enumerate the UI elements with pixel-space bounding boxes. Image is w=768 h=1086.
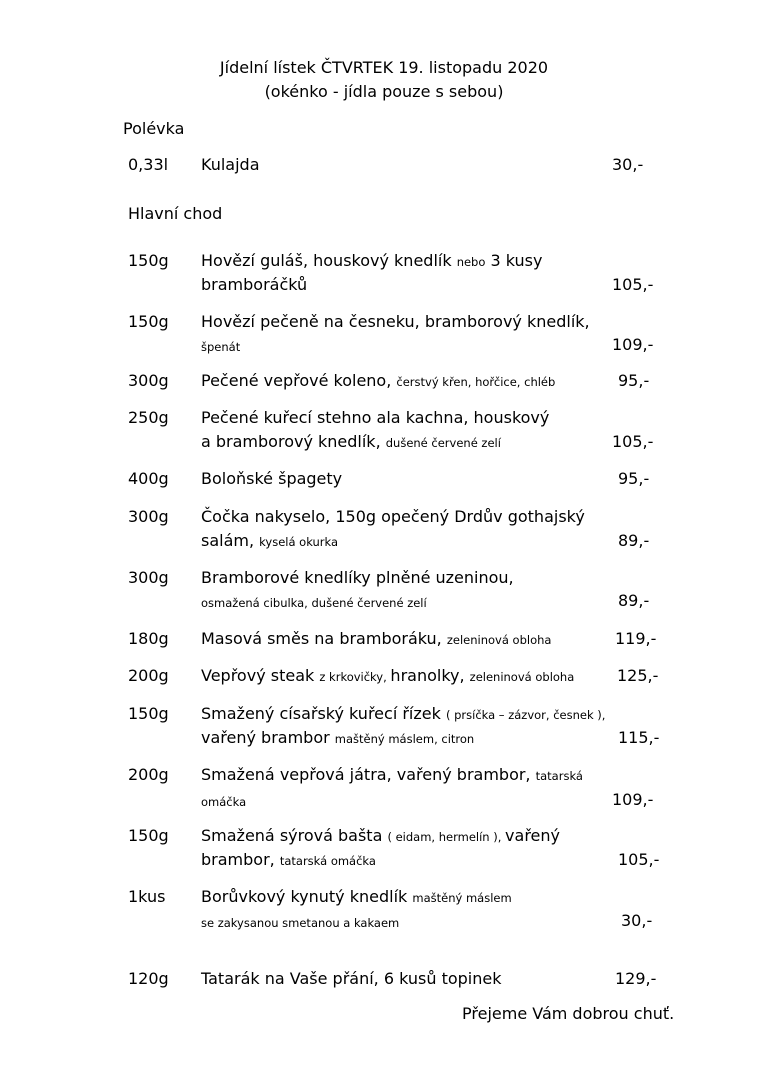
- item-price: 89,-: [618, 591, 650, 610]
- item-name-line2: špenát: [201, 340, 241, 354]
- item-qty: 1kus: [128, 887, 166, 906]
- section-heading-main: Hlavní chod: [128, 204, 223, 223]
- item-qty: 300g: [128, 371, 169, 390]
- item-name-line1: Smažený císařský kuřecí řízek ( prsíčka – zázvor, česnek ),: [201, 704, 606, 723]
- item-qty: 200g: [128, 666, 169, 685]
- menu-title: Jídelní lístek ČTVRTEK 19. listopadu 2020: [219, 58, 549, 77]
- item-price: 125,-: [617, 666, 659, 685]
- item-name-line2: vařený brambor maštěný máslem, citron: [201, 728, 475, 747]
- item-name-line1: Hovězí pečeně na česneku, bramborový knedlík,: [201, 312, 590, 331]
- item-price: 95,-: [618, 371, 650, 390]
- item-name-line1: Bramborové knedlíky plněné uzeninou,: [201, 568, 514, 587]
- item-name-line2: osmažená cibulka, dušené červené zelí: [201, 596, 427, 610]
- soup-name: Kulajda: [201, 155, 260, 174]
- item-price: 105,-: [612, 432, 654, 451]
- section-heading-soup: Polévka: [123, 119, 185, 138]
- item-name-line2: bramboráčků: [201, 275, 308, 294]
- item-qty: 150g: [128, 251, 169, 270]
- item-qty: 300g: [128, 568, 169, 587]
- item-price: 109,-: [612, 335, 654, 354]
- item-name-line1: Pečené vepřové koleno, čerstvý křen, hořčice, chléb: [201, 371, 556, 390]
- item-price: 30,-: [621, 911, 653, 930]
- item-name-line2: se zakysanou smetanou a kakaem: [201, 916, 400, 930]
- item-qty: 250g: [128, 408, 169, 427]
- item-price: 129,-: [615, 969, 657, 988]
- item-qty: 120g: [128, 969, 169, 988]
- item-qty: 150g: [128, 826, 169, 845]
- soup-price: 30,-: [612, 155, 644, 174]
- item-qty: 150g: [128, 312, 169, 331]
- item-qty: 180g: [128, 629, 169, 648]
- item-price: 105,-: [618, 850, 660, 869]
- item-name-line2: salám, kyselá okurka: [201, 531, 339, 550]
- item-price: 89,-: [618, 531, 650, 550]
- item-name-line1: Tatarák na Vaše přání, 6 kusů topinek: [201, 969, 502, 988]
- item-qty: 300g: [128, 507, 169, 526]
- item-qty: 200g: [128, 765, 169, 784]
- item-price: 105,-: [612, 275, 654, 294]
- item-name-line1: Vepřový steak z krkovičky, hranolky, zeleninová obloha: [201, 666, 575, 685]
- item-name-line1: Čočka nakyselo, 150g opečený Drdův gothajský: [201, 507, 585, 526]
- item-name-line1: Boloňské špagety: [201, 469, 343, 488]
- item-price: 119,-: [615, 629, 657, 648]
- item-name-line2: a bramborový knedlík, dušené červené zelí: [201, 432, 501, 451]
- item-name-line1: Hovězí guláš, houskový knedlík nebo 3 kusy: [201, 251, 543, 270]
- item-qty: 150g: [128, 704, 169, 723]
- item-qty: 400g: [128, 469, 169, 488]
- item-price: 115,-: [618, 728, 660, 747]
- menu-subtitle: (okénko - jídla pouze s sebou): [264, 82, 504, 101]
- item-price: 95,-: [618, 469, 650, 488]
- item-name-line2: brambor, tatarská omáčka: [201, 850, 376, 869]
- item-name-line1: Smažená sýrová bašta ( eidam, hermelín ), vařený: [201, 826, 560, 845]
- item-name-line1: Pečené kuřecí stehno ala kachna, houskový: [201, 408, 550, 427]
- item-price: 109,-: [612, 790, 654, 809]
- soup-qty: 0,33l: [128, 155, 169, 174]
- item-name-line2: omáčka: [201, 795, 247, 809]
- item-name-line1: Masová směs na bramboráku, zeleninová obloha: [201, 629, 552, 648]
- closing-greeting: Přejeme Vám dobrou chuť.: [462, 1004, 675, 1023]
- item-name-line1: Smažená vepřová játra, vařený brambor, tatarská: [201, 765, 583, 784]
- item-name-line1: Borůvkový kynutý knedlík maštěný máslem: [201, 887, 512, 906]
